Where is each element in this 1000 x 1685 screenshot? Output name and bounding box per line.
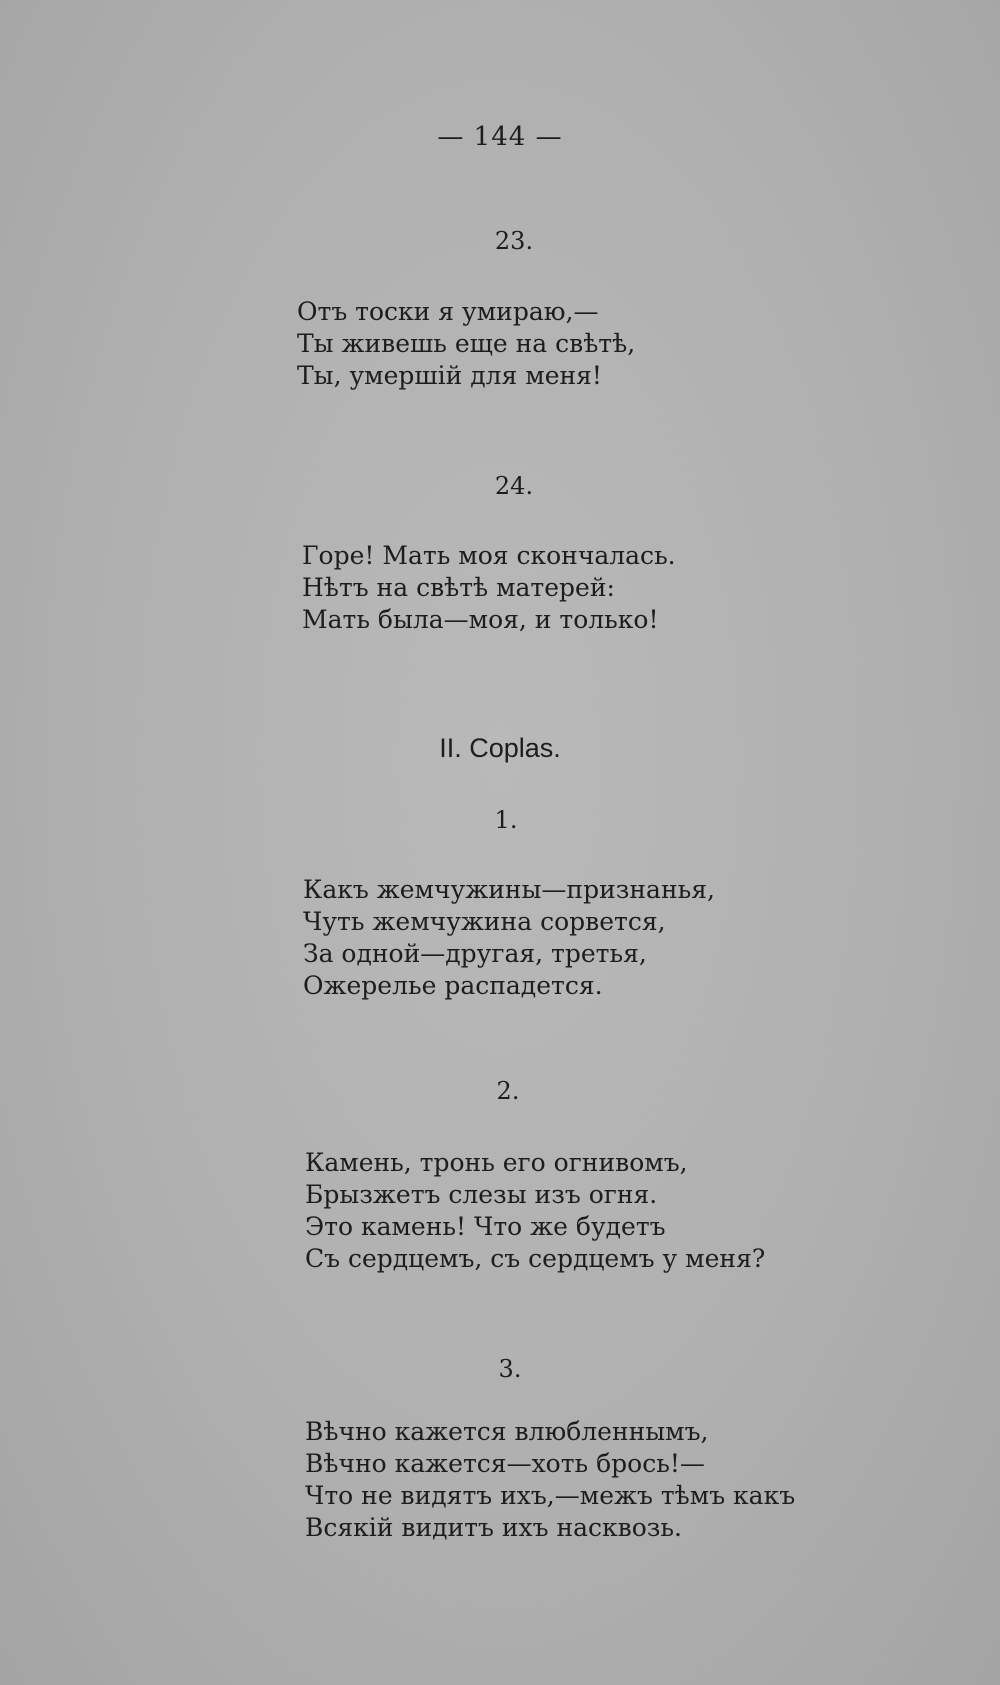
poem-number-23: 23. (494, 227, 534, 255)
poem-line: Всякій видитъ ихъ насквозь. (305, 1513, 682, 1542)
poem-line: Съ сердцемъ, съ сердцемъ у меня? (305, 1244, 766, 1273)
poem-stanza-23 (297, 296, 635, 392)
poem-line: Ты, умершій для меня! (297, 361, 602, 390)
copla-stanza-3 (305, 1416, 795, 1544)
copla-number-2: 2. (496, 1077, 520, 1105)
poem-line: Это камень! Что же будетъ (305, 1212, 666, 1241)
poem-line: Мать была—моя, и только! (302, 605, 659, 634)
poem-line: Какъ жемчужины—признанья, (303, 875, 715, 904)
poem-line: Нѣтъ на свѣтѣ матерей: (302, 573, 615, 602)
poem-stanza-24 (302, 540, 676, 636)
poem-line: Камень, тронь его огнивомъ, (305, 1148, 688, 1177)
poem-line: Брызжетъ слезы изъ огня. (305, 1180, 658, 1209)
copla-stanza-2 (305, 1147, 765, 1275)
copla-number-1: 1. (494, 806, 518, 834)
poem-line: Вѣчно кажется влюбленнымъ, (305, 1417, 709, 1446)
section-heading: II. Coplas. (439, 733, 561, 763)
poem-line: Что не видятъ ихъ,—межъ тѣмъ какъ (305, 1481, 796, 1510)
copla-number-3: 3. (498, 1355, 522, 1383)
copla-stanza-1 (303, 874, 715, 1002)
poem-line: Ты живешь еще на свѣтѣ, (297, 329, 636, 358)
poem-line: Ожерелье распадется. (303, 971, 603, 1000)
poem-line: Вѣчно кажется—хоть брось!— (305, 1449, 705, 1478)
poem-line: Чуть жемчужина сорвется, (303, 907, 666, 936)
poem-line: Горе! Мать моя скончалась. (302, 541, 676, 570)
poem-line: За одной—другая, третья, (303, 939, 647, 968)
page-number: — 144 — (437, 122, 563, 152)
poem-line: Отъ тоски я умираю,— (297, 297, 599, 326)
poem-number-24: 24. (494, 472, 534, 500)
